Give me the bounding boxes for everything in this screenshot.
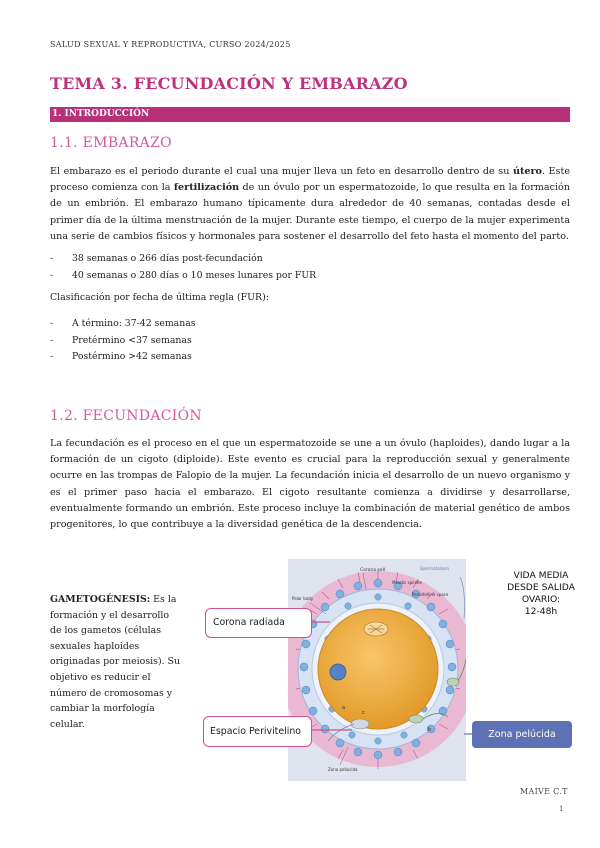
callout-espacio-perivitelino bbox=[203, 716, 312, 747]
callout-espacio-label: Espacio Perivitelino bbox=[210, 726, 302, 737]
list-item: - 38 semanas o 266 días post-fecundación bbox=[50, 253, 263, 264]
callout-corona-radiada bbox=[205, 608, 312, 638]
heading-embarazo: 1.1. EMBARAZO bbox=[50, 135, 172, 151]
paragraph-fecundacion: La fecundación es el proceso en el que un espermatozoide se une a un óvulo (haploides), dando lugar a la formación de un cigoto (diploide). Este evento es crucial para la reproducción sexual y generalmente ocurre en las trompas de Falopio de la mujer. La fecundación inicia el desarrollo de un nuevo organismo y es el primer paso hacia el embarazo. El cigoto resultante comienza a dividirse y desarrollarse, eventualmente formando un embrión. Este proceso incluye la combinación de material genético de ambos progenitores, lo que contribuye a la diversidad genética de la descendencia. bbox=[50, 438, 570, 531]
text-run: El embarazo es el periodo durante el cual una mujer lleva un feto en desarrollo dentro de su bbox=[50, 166, 513, 177]
gametogenesis-label: GAMETOGÉNESIS: bbox=[50, 594, 151, 605]
vida-media-text bbox=[496, 570, 586, 618]
list-item: - Postérmino >42 semanas bbox=[50, 351, 192, 362]
heading-fecundacion: 1.2. FECUNDACIÓN bbox=[50, 408, 202, 424]
gametogenesis-definition: Es la formación y el desarrollo de los gametos (células sexuales haploides originadas por meiosis). Su objetivo es reducir el número de cromosomas y cambiar la morfología celular. bbox=[50, 594, 181, 730]
page-title: TEMA 3. FECUNDACIÓN Y EMBARAZO bbox=[50, 74, 408, 93]
vida-line: DESDE SALIDA bbox=[507, 582, 575, 593]
callout-zona-pelucida: Zona pelúcida bbox=[472, 721, 572, 748]
running-header: SALUD SEXUAL Y REPRODUCTIVA, CURSO 2024/2025 bbox=[50, 40, 291, 49]
list-item: - Pretérmino <37 semanas bbox=[50, 334, 192, 346]
label-spermatozoon: Spermatozoon bbox=[420, 566, 450, 571]
text-run: de un óvulo por un espermatozoide, lo que resulta en la formación de un embrión. El embarazo humano típicamente dura alrededor de 40 semanas, contadas desde el primer día de la última menstruación de la mujer. Durante este tiempo, el cuerpo de la mujer experimenta una serie de cambios físicos y hormonales para sostener el desarrollo del feto hasta el momento del parto. bbox=[50, 182, 570, 242]
text-run: . Este proceso comienza con la bbox=[50, 166, 571, 194]
clasificacion-text: Clasificación por fecha de última regla (FUR): bbox=[50, 292, 269, 303]
label-zona-pellucida: Zona pellucida bbox=[328, 767, 358, 772]
section-title: 1. INTRODUCCIÓN bbox=[52, 109, 150, 119]
vida-line: VIDA MEDIA bbox=[513, 570, 569, 581]
label-b: b bbox=[428, 727, 432, 733]
list-item: - A término: 37-42 semanas bbox=[50, 318, 196, 329]
bold-term-utero: útero bbox=[512, 166, 542, 177]
bold-term-fertilizacion: fertilización bbox=[173, 182, 240, 194]
label-perivitelline-space: Perivitelline space bbox=[412, 592, 449, 597]
footer-author: MAIVE C.T bbox=[520, 787, 568, 796]
label-corona-cell: Corona cell bbox=[360, 568, 386, 573]
label-meiotic-spindle: Meiotic spindle bbox=[392, 580, 423, 585]
label-polar-body: Polar body bbox=[292, 596, 314, 601]
page-number: 1 bbox=[559, 805, 564, 813]
list-item: - 40 semanas o 280 días o 10 meses lunares por FUR bbox=[50, 269, 317, 281]
label-a: a bbox=[342, 705, 346, 711]
vida-line: OVARIO: bbox=[521, 594, 561, 605]
vida-line: 12-48h bbox=[524, 606, 558, 617]
label-c: c bbox=[362, 710, 365, 716]
callout-corona-label: Corona radiada bbox=[213, 617, 285, 628]
